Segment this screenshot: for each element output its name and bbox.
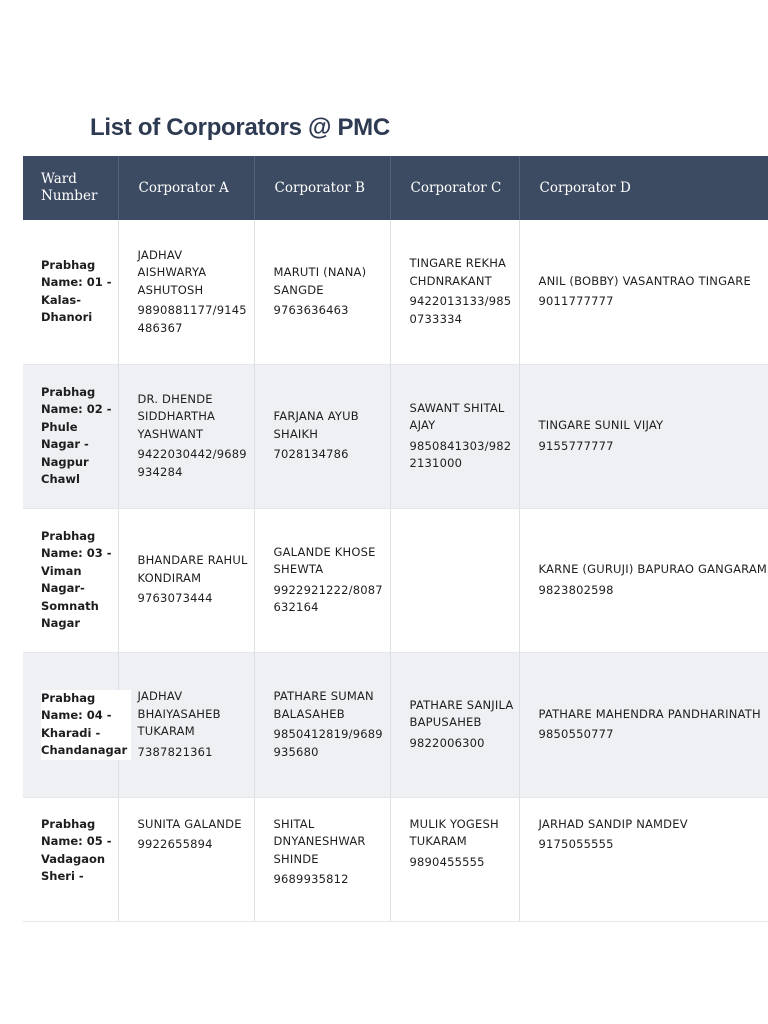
corporator-phone: 9011777777 — [538, 294, 614, 309]
corporator-name: PATHARE SUMAN BALASAHEB — [273, 689, 374, 721]
table-row — [23, 364, 768, 508]
corporator-name: BHANDARE RAHUL KONDIRAM — [137, 553, 248, 585]
corporator-name: MARUTI (NANA) SANGDE — [273, 265, 367, 297]
corporator-b-cell — [254, 797, 390, 921]
page-title: List of Corporators @ PMC — [90, 114, 390, 141]
corporator-phone: 9850550777 — [538, 727, 614, 741]
corporator-phone: 9763636463 — [273, 303, 349, 317]
corporator-name: JADHAV AISHWARYA ASHUTOSH — [137, 247, 207, 297]
corporator-name: TINGARE SUNIL VIJAY — [538, 418, 664, 432]
corporator-phone: 9890455555 — [409, 854, 485, 869]
corporator-name: FARJANA AYUB SHAIKH — [273, 409, 359, 441]
ward-cell — [23, 364, 118, 508]
corporator-name: KARNE (GURUJI) BAPURAO GANGARAM — [538, 562, 768, 576]
corporator-name: DR. DHENDE SIDDHARTHA YASHWANT — [137, 391, 216, 441]
ward-name: Prabhag Name: 04 - Kharadi - Chandanagar — [41, 690, 131, 760]
header-corporator-c: Corporator C — [390, 156, 519, 220]
corporator-name: MULIK YOGESH TUKARAM — [409, 816, 499, 848]
corporator-d-cell — [519, 364, 768, 508]
corporator-name: GALANDE KHOSE SHEWTA — [273, 544, 376, 576]
corporator-name: ANIL (BOBBY) VASANTRAO TINGARE — [538, 273, 751, 288]
corporator-phone: 9763073444 — [137, 591, 213, 606]
table-row — [23, 220, 768, 364]
corporator-d-cell — [519, 797, 768, 921]
ward-name: Prabhag Name: 03 - Viman Nagar-Somnath Nagar — [41, 528, 112, 630]
corporator-phone: 7387821361 — [137, 744, 213, 759]
corporator-name: SHITAL DNYANESHWAR SHINDE — [273, 816, 366, 866]
corporator-name: SAWANT SHITAL AJAY — [409, 400, 505, 432]
ward-name: Prabhag Name: 02 - Phule Nagar - Nagpur Chawl — [41, 384, 112, 486]
corporator-phone: 9689935812 — [273, 872, 349, 886]
corporator-phone: 9922655894 — [137, 837, 213, 851]
corporator-a-cell — [118, 220, 254, 364]
table-row — [23, 797, 768, 921]
corporator-b-cell — [254, 220, 390, 364]
corporator-d-cell — [519, 220, 768, 364]
header-ward-number: Ward Number — [23, 156, 118, 220]
ward-cell — [23, 797, 118, 921]
corporator-c-cell — [390, 220, 519, 364]
corporator-c-cell — [390, 797, 519, 921]
corporator-a-cell — [118, 652, 254, 797]
corporator-name: TINGARE REKHA CHDNRAKANT — [409, 256, 507, 288]
corporator-a-cell — [118, 797, 254, 921]
corporator-a-cell — [118, 364, 254, 508]
ward-cell — [23, 652, 128, 797]
corporator-phone: 9922921222/8087632164 — [273, 582, 383, 614]
header-corporator-b: Corporator B — [254, 156, 390, 220]
corporator-a-cell — [118, 508, 254, 652]
corporator-b-cell — [254, 652, 390, 797]
header-corporator-d: Corporator D — [519, 156, 768, 220]
corporator-phone: 9175055555 — [538, 837, 614, 851]
corporator-name: PATHARE MAHENDRA PANDHARINATH — [538, 706, 761, 721]
corporator-name: JADHAV BHAIYASAHEB TUKARAM — [137, 689, 221, 738]
corporator-phone: 9822006300 — [409, 735, 485, 750]
corporator-c-cell — [390, 508, 519, 652]
corporator-b-cell — [254, 364, 390, 508]
corporator-d-cell — [519, 652, 768, 797]
corporator-b-cell — [254, 508, 390, 652]
ward-name: Prabhag Name: 01 - Kalas-Dhanori — [41, 257, 112, 325]
table-row — [23, 652, 768, 797]
table-row — [23, 508, 768, 652]
corporators-table — [23, 156, 768, 922]
corporator-name: JARHAD SANDIP NAMDEV — [538, 816, 688, 831]
ward-cell — [23, 220, 118, 364]
corporator-phone: 9155777777 — [538, 438, 614, 453]
corporator-c-cell — [390, 652, 519, 797]
ward-name: Prabhag Name: 05 - Vadagaon Sheri - — [41, 816, 112, 883]
corporator-phone: 9850412819/9689935680 — [273, 727, 383, 759]
corporator-phone: 9890881177/9145486367 — [137, 303, 247, 335]
corporator-phone: 9422013133/9850733334 — [409, 294, 512, 326]
header-corporator-a: Corporator A — [118, 156, 254, 220]
table-header-row — [23, 156, 768, 220]
corporator-phone: 9422030442/9689934284 — [137, 447, 247, 479]
ward-cell — [23, 508, 118, 652]
corporator-d-cell — [519, 508, 768, 652]
corporator-phone: 9823802598 — [538, 582, 614, 597]
corporator-name: SUNITA GALANDE — [137, 816, 242, 831]
corporator-phone: 7028134786 — [273, 447, 349, 462]
corporator-name: PATHARE SANJILA BAPUSAHEB — [409, 697, 514, 730]
corporator-phone: 9850841303/9822131000 — [409, 438, 512, 470]
corporator-c-cell — [390, 364, 519, 508]
